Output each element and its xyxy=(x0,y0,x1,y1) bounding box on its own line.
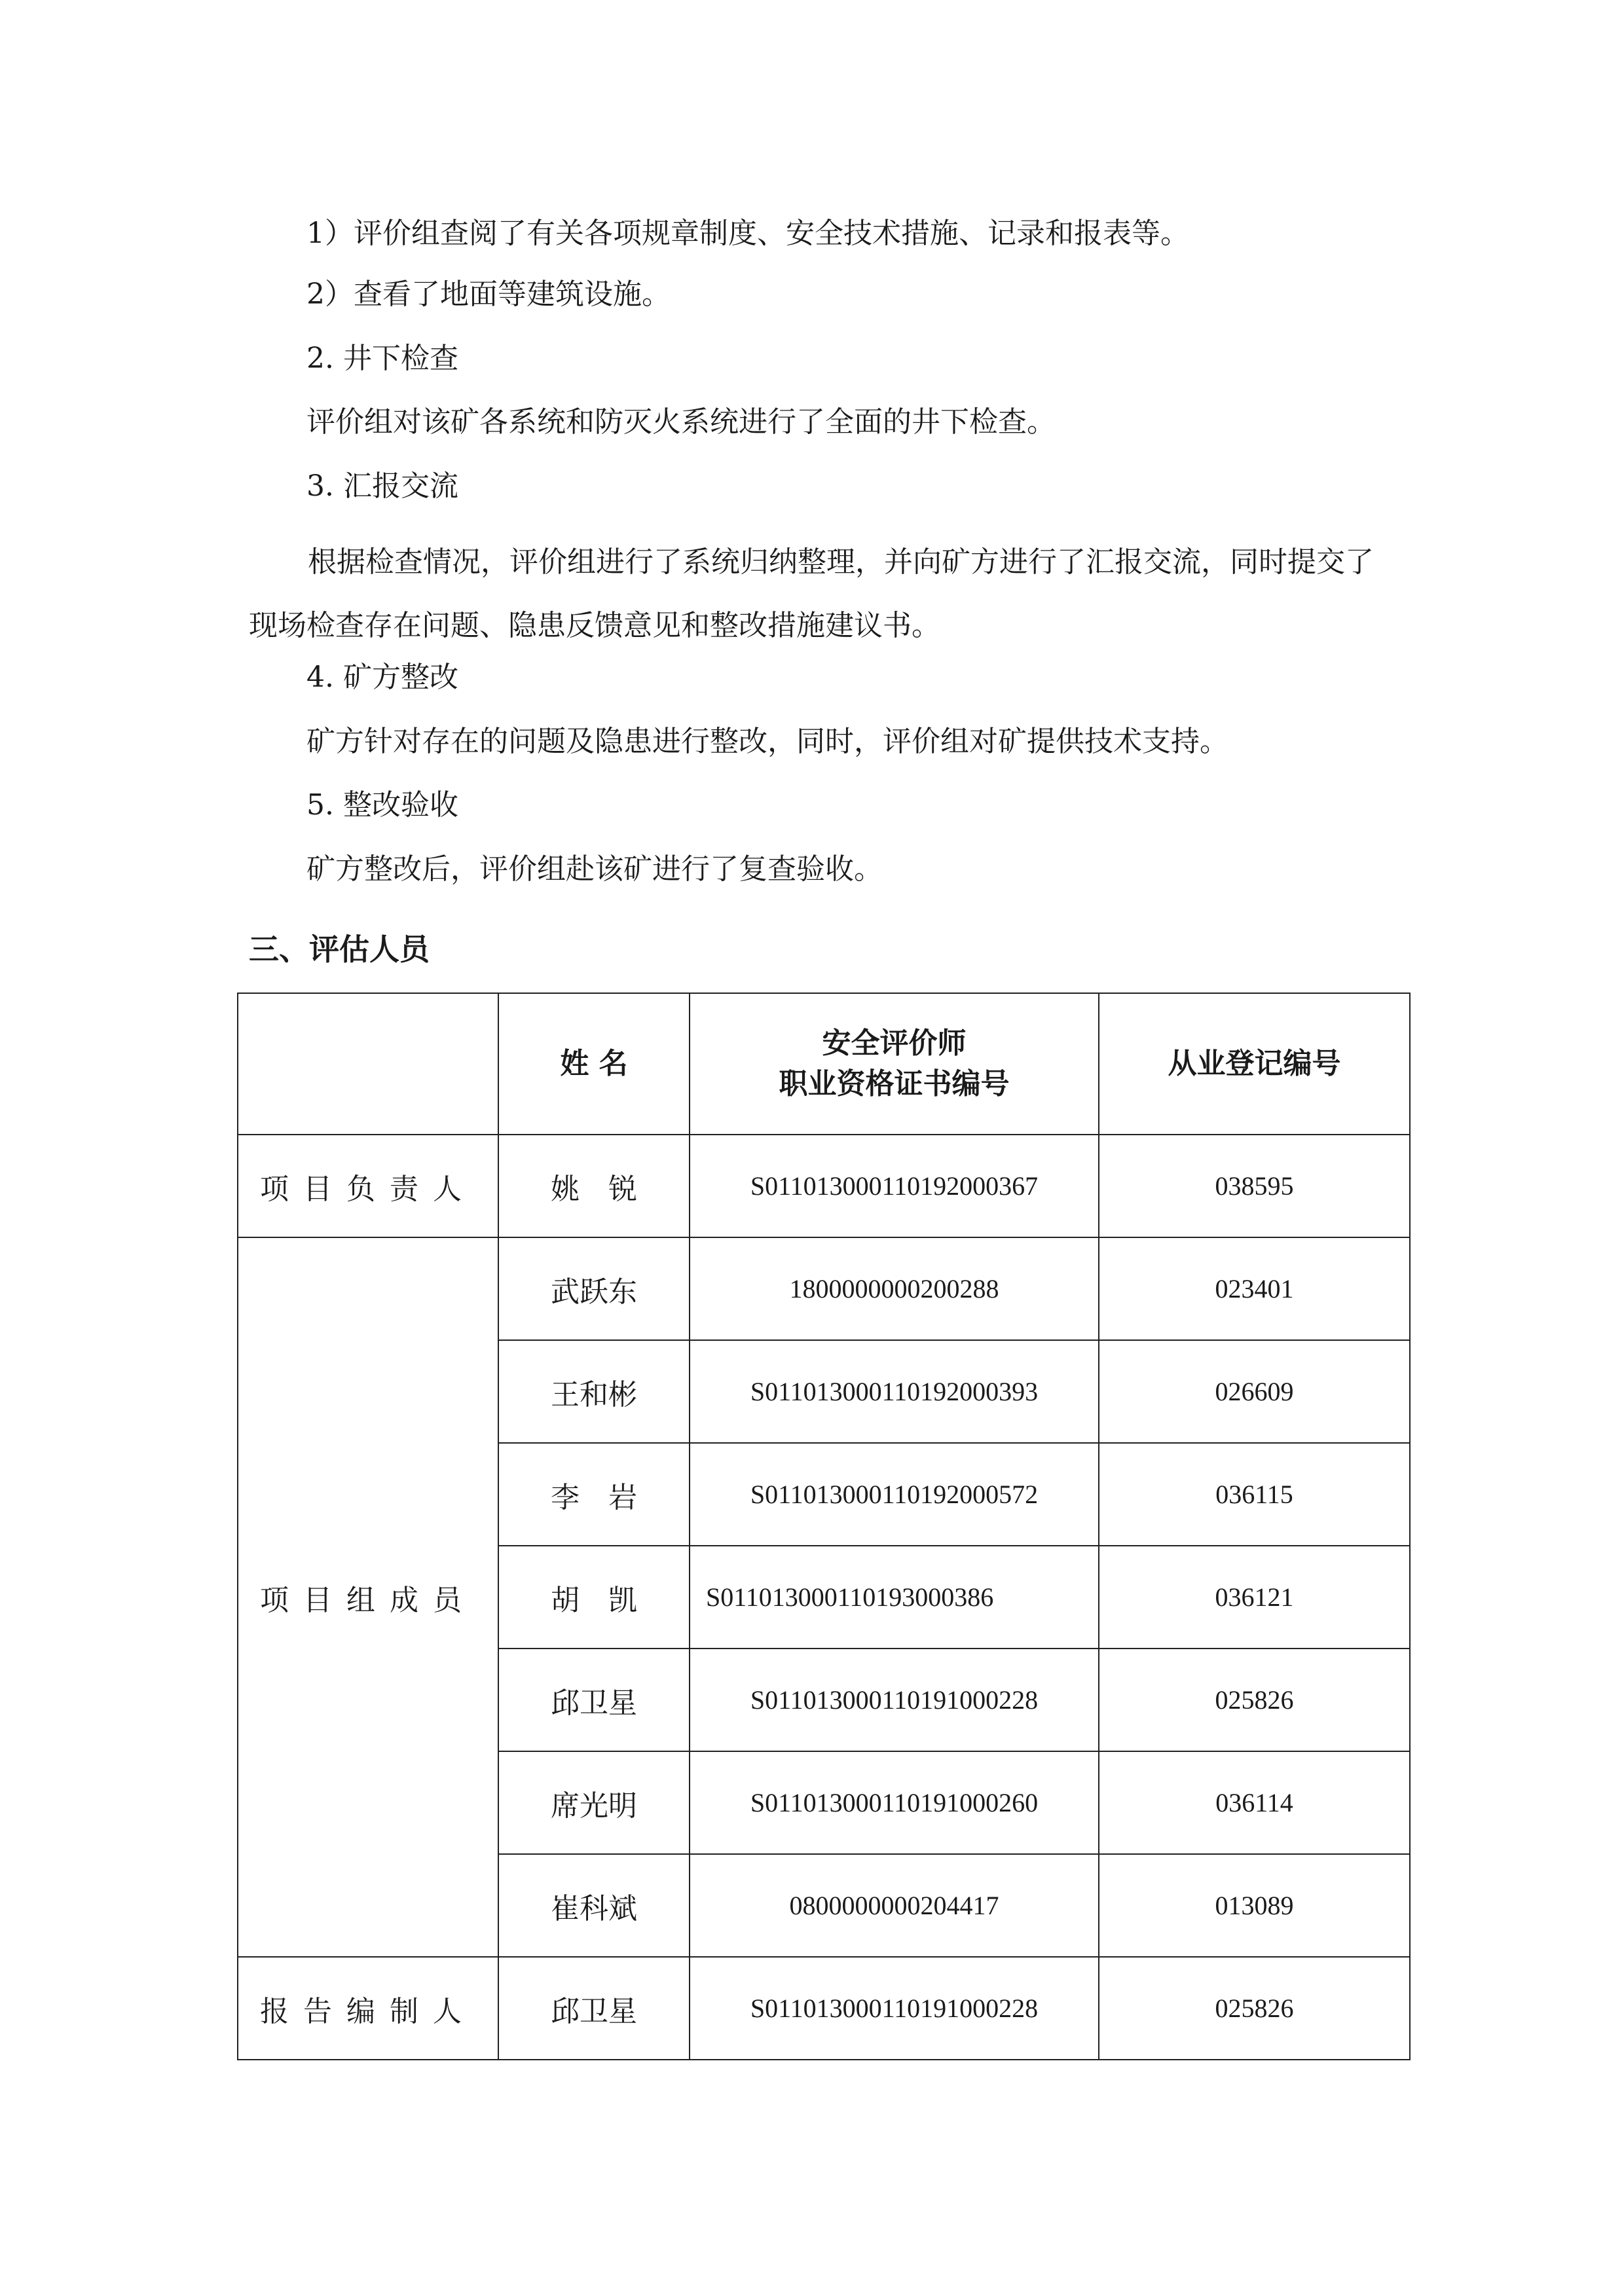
reg-number: 023401 xyxy=(1099,1237,1410,1340)
subheading-rectification: 4. 矿方整改 xyxy=(306,661,458,694)
cert-number: S011013000110191000228 xyxy=(690,1957,1099,2060)
reg-number: 038595 xyxy=(1099,1135,1410,1237)
table-row xyxy=(238,1957,1410,2060)
staff-name: 崔科斌 xyxy=(498,1854,690,1957)
staff-name: 李 岩 xyxy=(498,1443,690,1546)
staff-name: 席光明 xyxy=(498,1751,690,1854)
staff-name: 武跃东 xyxy=(498,1237,690,1340)
subheading-underground-inspection: 2. 井下检查 xyxy=(306,342,458,375)
paragraph-1: 1）评价组查阅了有关各项规章制度、安全技术措施、记录和报表等。 xyxy=(306,217,1189,250)
staff-name: 邱卫星 xyxy=(498,1957,690,2060)
role-author: 报告编制人 xyxy=(238,1957,498,2060)
staff-name: 胡 凯 xyxy=(498,1546,690,1649)
staff-name: 邱卫星 xyxy=(498,1649,690,1751)
reg-number: 036115 xyxy=(1099,1443,1410,1546)
role-members: 项目组成员 xyxy=(238,1237,498,1957)
cert-number: S011013000110191000260 xyxy=(690,1751,1099,1854)
table-row xyxy=(238,1135,1410,1237)
section-title: 三、评估人员 xyxy=(249,932,430,967)
reg-number: 013089 xyxy=(1099,1854,1410,1957)
paragraph-underground: 评价组对该矿各系统和防灭火系统进行了全面的井下检查。 xyxy=(306,405,1056,439)
subheading-report-exchange: 3. 汇报交流 xyxy=(306,469,458,503)
header-blank xyxy=(238,993,498,1135)
cert-number: S011013000110192000393 xyxy=(690,1340,1099,1443)
reg-number: 026609 xyxy=(1099,1340,1410,1443)
role-leader: 项目负责人 xyxy=(238,1135,498,1237)
header-reg: 从业登记编号 xyxy=(1099,993,1410,1135)
reg-number: 025826 xyxy=(1099,1649,1410,1751)
cert-number: 0800000000204417 xyxy=(690,1854,1099,1957)
paragraph-rectification: 矿方针对存在的问题及隐患进行整改，同时，评价组对矿提供技术支持。 xyxy=(306,725,1228,758)
cert-number: S011013000110191000228 xyxy=(690,1649,1099,1751)
subheading-acceptance: 5. 整改验收 xyxy=(306,788,458,822)
staff-name: 姚 锐 xyxy=(498,1135,690,1237)
header-cert-line1: 安全评价师 xyxy=(822,1027,967,1060)
cert-number: S011013000110192000367 xyxy=(690,1135,1099,1237)
cert-number: S011013000110193000386 xyxy=(690,1546,1099,1649)
table-row xyxy=(238,1237,1410,1340)
staff-name: 王和彬 xyxy=(498,1340,690,1443)
reg-number: 036121 xyxy=(1099,1546,1410,1649)
header-cert-line2: 职业资格证书编号 xyxy=(779,1067,1010,1101)
paragraph-report-exchange: 根据检查情况，评价组进行了系统归纳整理，并向矿方进行了汇报交流，同时提交了现场检查存在问题、隐患反馈意见和整改措施建议书。 xyxy=(249,545,1374,642)
paragraph-2: 2）查看了地面等建筑设施。 xyxy=(306,278,671,311)
header-name: 姓 名 xyxy=(498,993,690,1135)
reg-number: 036114 xyxy=(1099,1751,1410,1854)
reg-number: 025826 xyxy=(1099,1957,1410,2060)
cert-number: S011013000110192000572 xyxy=(690,1443,1099,1546)
table-header-row xyxy=(238,993,1410,1135)
cert-number: 1800000000200288 xyxy=(690,1237,1099,1340)
staff-table xyxy=(237,993,1411,2060)
paragraph-acceptance: 矿方整改后，评价组赴该矿进行了复查验收。 xyxy=(306,852,883,886)
header-cert xyxy=(690,993,1099,1135)
